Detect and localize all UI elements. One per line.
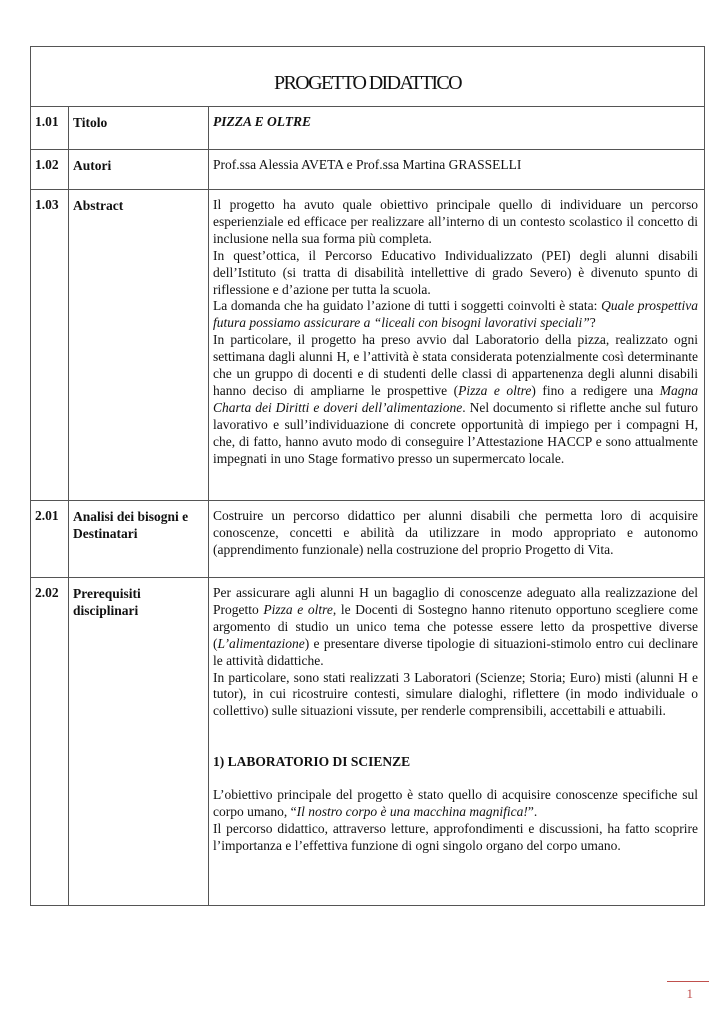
italic-term: Magna Charta dei Diritti e doveri dell’alimentazione [213,382,698,415]
row-label: Prerequisiti disciplinari [69,578,209,905]
lab-paragraph: Il percorso didattico, attraverso letture, approfondimenti e discussioni, ha fatto scoprire l’importanza e l’effettiva funzione di ogni singolo organo del corpo umano. [213,820,698,853]
table-row-abstract [31,190,704,501]
row-body [209,190,704,500]
table-row-autori [31,150,704,190]
text-run: ) fino a redigere una [531,382,660,398]
row-body [209,107,704,149]
text-run: ? [589,315,596,331]
text-run: ) e presentare diverse tipologie di situazioni-stimolo entro cui declinare le attività didattiche. [213,635,698,668]
text-run: , le Docenti di Sostegno hanno ritenuto opportuno scegliere come argomento di studio un unico tema che potesse essere letto da prospettive diverse ( [213,601,699,651]
authors-value: Prof.ssa Alessia AVETA e Prof.ssa Martina GRASSELLI [213,157,522,172]
row-label: Autori [69,150,209,189]
text-run: La domanda che ha guidato l’azione di tutti i soggetti coinvolti è stata: [213,298,602,314]
abstract-paragraph: Il progetto ha avuto quale obiettivo principale quello di individuare un percorso esperienziale ed efficace per realizzare all’interno di un contesto scolastico il concetto di inclusione nella sua forma più completa. [213,197,698,246]
page-number: 1 [686,986,693,1001]
lab-paragraph [213,787,698,821]
row-label: Abstract [69,190,209,500]
text-run: . Nel documento si riflette anche sul futuro lavorativo e sull’individuazione di concrete opportunità di impiego per i compagni H, che, di fatto, hanno avuto modo di conseguire l’Attestazione HACCP e sono attualmente impegnati in uno Stage formativo presso un supermercato locale. [213,399,698,466]
row-body [209,578,704,905]
text-run: ”. [527,804,538,820]
italic-question: Quale prospettiva futura possiamo assicurare a “liceali con bisogni lavorativi speciali” [213,298,698,331]
title-row [31,47,704,107]
table-row-prerequisiti [31,578,704,905]
table-row-analisi [31,501,704,578]
abstract-paragraph [213,298,698,332]
document-title: PROGETTO DIDATTICO [274,72,461,94]
row-number: 1.03 [31,190,69,500]
table-row-titolo [31,107,704,150]
row-number: 1.01 [31,107,69,149]
abstract-paragraph [213,332,698,467]
italic-term: L’alimentazione [217,635,305,651]
row-body [209,501,704,577]
lab-heading: 1) LABORATORIO DI SCIENZE [213,754,411,770]
italic-term: Pizza e oltre [263,601,333,617]
text-run: L’obiettivo principale del progetto è stato quello di acquisire conoscenze specifiche sul corpo umano, “ [213,787,698,820]
text-run: In particolare, il progetto ha preso avvio dal Laboratorio della pizza, realizzato ogni settimana dagli alunni H, e l’attività è stata considerata potenzialmente così determinante che un gruppo di docenti e di studenti delle classi di appartenenza degli alunni disabili hanno deciso di ampliarne le prospettive ( [213,332,698,398]
row-number: 2.02 [31,578,69,905]
italic-quote: Il nostro corpo è una macchina magnifica! [296,804,528,820]
row-label: Analisi dei bisogni e Destinatari [69,501,209,577]
row-number: 2.01 [31,501,69,577]
prerequisites-paragraph: In particolare, sono stati realizzati 3 Laboratori (Scienze; Storia; Euro) misti (alunni H e tutor), in cui ricostruire contesti, simulare dialoghi, riflettere (in modo individuale o collettivo) sulle situazioni vissute, per renderle comprensibili, accettabili e attuabili. [213,669,698,719]
abstract-paragraph: In quest’ottica, il Percorso Educativo Individualizzato (PEI) degli alunni disabili dell’Istituto (si tratta di disabilità intellettive di grado Severo) è divenuto spunto di riflessione e d’azione per tutta la scuola. [213,247,698,297]
prerequisites-paragraph [213,585,698,670]
row-body [209,150,704,189]
footer-rule [667,981,709,982]
text-run: Per assicurare agli alunni H un bagaglio di conoscenze adeguato alla realizzazione del Progetto [213,585,698,617]
analysis-paragraph: Costruire un percorso didattico per alunni disabili che permetta loro di acquisire conoscenze, concetti e abilità da utilizzare in modo appropriato e autonomo (apprendimento funzionale) nella costruzione del proprio Progetto di Vita. [213,508,698,557]
row-label: Titolo [69,107,209,149]
project-title-value: PIZZA E OLTRE [213,114,312,129]
row-number: 1.02 [31,150,69,189]
italic-term: Pizza e oltre [458,382,532,398]
project-table [30,46,705,906]
